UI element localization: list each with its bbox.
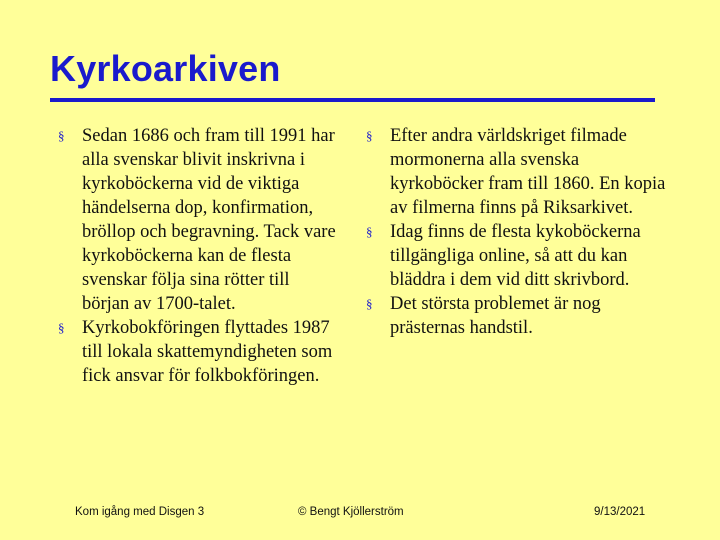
slide-title: Kyrkoarkiven [50,48,281,89]
bullet-text: Idag finns de flesta kykoböckerna tillgängliga online, så att du kan bläddra i dem vid ditt skrivbord. [390,222,641,290]
title-underline [50,98,655,102]
bullet-icon: § [366,296,373,311]
bullet-item [58,124,338,316]
bullet-item [366,124,666,220]
footer-copyright: © Bengt Kjöllerström [298,506,404,518]
bullet-icon: § [366,224,373,239]
bullet-text: Sedan 1686 och fram till 1991 har alla svenskar blivit inskrivna i kyrkoböckerna vid de viktiga händelserna dop, konfirmation, bröllop och begravning. Tack vare kyrkoböckerna kan de flesta svenskar följa sina rötter till början av 1700-talet. [82,126,336,314]
bullet-item [366,292,666,340]
bullet-text: Det största problemet är nog prästernas handstil. [390,294,601,338]
right-bullet-column [366,124,666,340]
bullet-text: Efter andra världskriget filmade mormonerna alla svenska kyrkoböcker fram till 1860. En kopia av filmerna finns på Riksarkivet. [390,126,666,218]
footer-date: 9/13/2021 [594,506,646,518]
bullet-icon: § [58,320,65,335]
footer-course-title: Kom igång med Disgen 3 [75,506,205,518]
bullet-item [366,220,666,292]
bullet-item [58,316,338,388]
bullet-icon: § [366,128,373,143]
bullet-icon: § [58,128,65,143]
bullet-text: Kyrkobokföringen flyttades 1987 till lokala skattemyndigheten som fick ansvar för folkbokföringen. [82,318,333,386]
left-bullet-column [58,124,338,388]
